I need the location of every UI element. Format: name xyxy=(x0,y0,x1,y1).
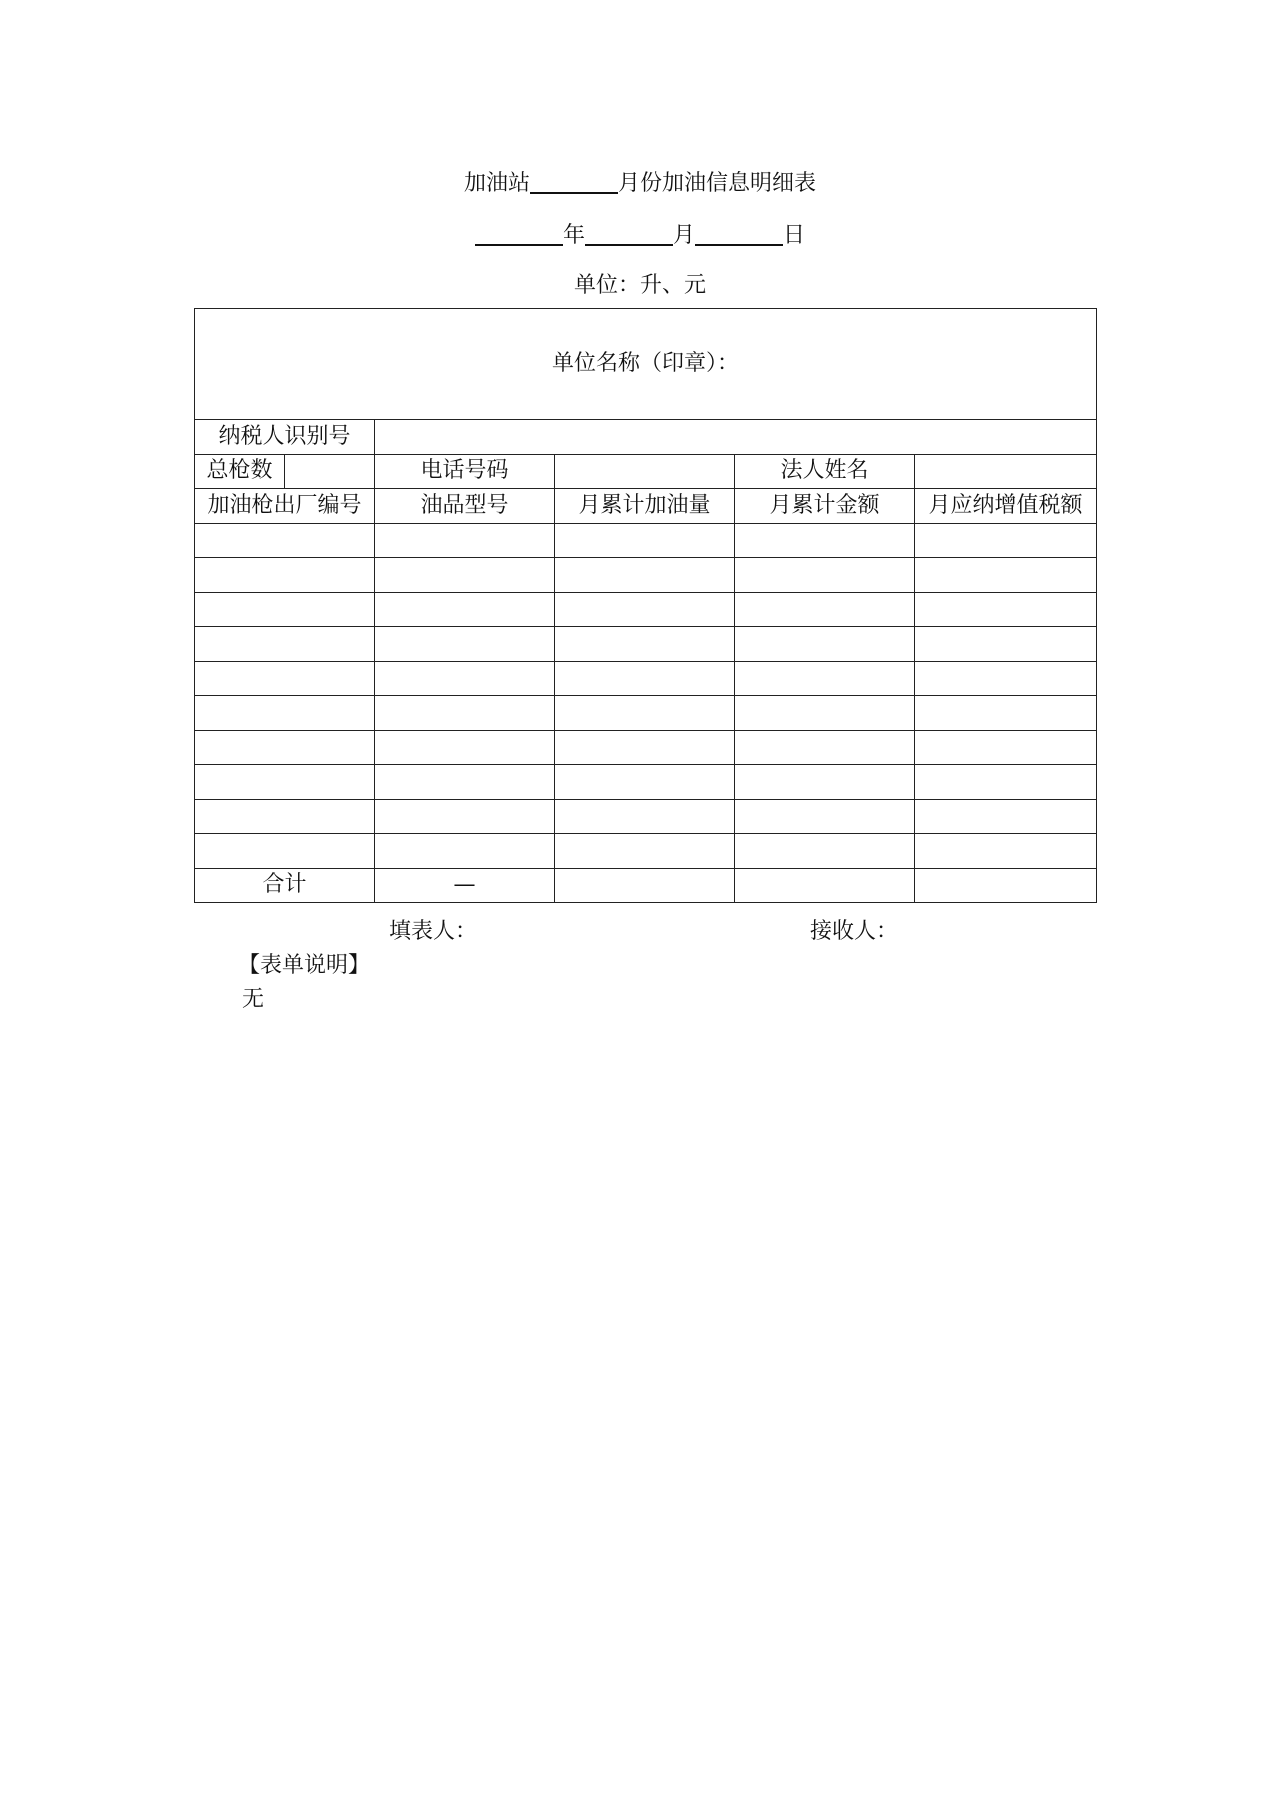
monthly-vat-cell[interactable] xyxy=(915,696,1097,731)
oil-type-cell[interactable] xyxy=(375,834,555,869)
monthly-volume-cell[interactable] xyxy=(555,523,735,558)
title-suffix: 月份加油信息明细表 xyxy=(618,171,817,196)
gun-serial-cell[interactable] xyxy=(195,558,375,593)
oil-type-cell[interactable] xyxy=(375,661,555,696)
table-row xyxy=(195,834,1097,869)
column-header-row xyxy=(195,489,1097,524)
monthly-amount-cell[interactable] xyxy=(735,730,915,765)
taxpayer-id-label: 纳税人识别号 xyxy=(195,420,375,455)
table-row xyxy=(195,661,1097,696)
oil-type-cell[interactable] xyxy=(375,592,555,627)
notes-heading: 【表单说明】 xyxy=(238,953,371,978)
station-blank[interactable] xyxy=(530,170,618,194)
oil-type-cell[interactable] xyxy=(375,627,555,662)
monthly-amount-cell[interactable] xyxy=(735,592,915,627)
monthly-amount-cell[interactable] xyxy=(735,558,915,593)
total-vat-input[interactable] xyxy=(915,868,1097,903)
total-volume-input[interactable] xyxy=(555,868,735,903)
monthly-vat-cell[interactable] xyxy=(915,558,1097,593)
monthly-volume-cell[interactable] xyxy=(555,799,735,834)
col-header-oil-type: 油品型号 xyxy=(375,489,555,524)
notes-body: 无 xyxy=(242,987,265,1012)
gun-serial-cell[interactable] xyxy=(195,765,375,800)
monthly-volume-cell[interactable] xyxy=(555,558,735,593)
table-row xyxy=(195,523,1097,558)
total-amount-input[interactable] xyxy=(735,868,915,903)
oil-type-cell[interactable] xyxy=(375,730,555,765)
year-label: 年 xyxy=(562,223,585,248)
day-label: 日 xyxy=(783,223,806,248)
refuel-detail-table xyxy=(194,308,1097,903)
year-blank[interactable] xyxy=(475,222,563,246)
monthly-amount-cell[interactable] xyxy=(735,696,915,731)
unit-name-cell[interactable]: 单位名称（印章）： xyxy=(195,309,1097,420)
col-header-gun-serial: 加油枪出厂编号 xyxy=(195,489,375,524)
col-header-monthly-amount: 月累计金额 xyxy=(735,489,915,524)
monthly-volume-cell[interactable] xyxy=(555,730,735,765)
col-header-monthly-vat: 月应纳增值税额 xyxy=(915,489,1097,524)
table-row xyxy=(195,730,1097,765)
unit-name-row xyxy=(195,309,1097,420)
monthly-volume-cell[interactable] xyxy=(555,696,735,731)
monthly-vat-cell[interactable] xyxy=(915,765,1097,800)
oil-type-cell[interactable] xyxy=(375,765,555,800)
col-header-monthly-volume: 月累计加油量 xyxy=(555,489,735,524)
oil-type-cell[interactable] xyxy=(375,799,555,834)
total-guns-label: 总枪数 xyxy=(195,454,285,489)
taxpayer-id-input[interactable] xyxy=(375,420,1097,455)
monthly-volume-cell[interactable] xyxy=(555,765,735,800)
monthly-amount-cell[interactable] xyxy=(735,834,915,869)
monthly-volume-cell[interactable] xyxy=(555,661,735,696)
taxpayer-row xyxy=(195,420,1097,455)
monthly-volume-cell[interactable] xyxy=(555,834,735,869)
monthly-amount-cell[interactable] xyxy=(735,523,915,558)
table-row xyxy=(195,558,1097,593)
monthly-volume-cell[interactable] xyxy=(555,592,735,627)
table-row xyxy=(195,627,1097,662)
legal-person-label: 法人姓名 xyxy=(735,454,915,489)
month-blank[interactable] xyxy=(585,222,673,246)
oil-type-cell[interactable] xyxy=(375,696,555,731)
monthly-vat-cell[interactable] xyxy=(915,799,1097,834)
total-guns-input[interactable] xyxy=(285,454,375,489)
table-row xyxy=(195,592,1097,627)
monthly-amount-cell[interactable] xyxy=(735,661,915,696)
phone-label: 电话号码 xyxy=(375,454,555,489)
monthly-amount-cell[interactable] xyxy=(735,627,915,662)
gun-serial-cell[interactable] xyxy=(195,592,375,627)
table-row xyxy=(195,696,1097,731)
gun-serial-cell[interactable] xyxy=(195,627,375,662)
monthly-vat-cell[interactable] xyxy=(915,523,1097,558)
filler-label: 填表人： xyxy=(389,919,478,944)
oil-type-cell[interactable] xyxy=(375,558,555,593)
info-row xyxy=(195,454,1097,489)
table-row xyxy=(195,765,1097,800)
monthly-vat-cell[interactable] xyxy=(915,730,1097,765)
gun-serial-cell[interactable] xyxy=(195,799,375,834)
gun-serial-cell[interactable] xyxy=(195,696,375,731)
unit-line: 单位：升、元 xyxy=(573,273,706,298)
total-label: 合计 xyxy=(195,868,375,903)
gun-serial-cell[interactable] xyxy=(195,834,375,869)
receiver-label: 接收人： xyxy=(810,919,899,944)
day-blank[interactable] xyxy=(695,222,783,246)
total-row xyxy=(195,868,1097,903)
monthly-amount-cell[interactable] xyxy=(735,799,915,834)
monthly-amount-cell[interactable] xyxy=(735,765,915,800)
gun-serial-cell[interactable] xyxy=(195,730,375,765)
legal-person-input[interactable] xyxy=(915,454,1097,489)
total-dash: — xyxy=(375,868,555,903)
gun-serial-cell[interactable] xyxy=(195,661,375,696)
form-title xyxy=(0,166,1280,197)
table-row xyxy=(195,799,1097,834)
date-line xyxy=(0,218,1280,249)
month-label: 月 xyxy=(672,223,695,248)
monthly-vat-cell[interactable] xyxy=(915,661,1097,696)
monthly-vat-cell[interactable] xyxy=(915,627,1097,662)
gun-serial-cell[interactable] xyxy=(195,523,375,558)
monthly-volume-cell[interactable] xyxy=(555,627,735,662)
monthly-vat-cell[interactable] xyxy=(915,592,1097,627)
oil-type-cell[interactable] xyxy=(375,523,555,558)
phone-input[interactable] xyxy=(555,454,735,489)
title-prefix: 加油站 xyxy=(463,171,530,196)
monthly-vat-cell[interactable] xyxy=(915,834,1097,869)
